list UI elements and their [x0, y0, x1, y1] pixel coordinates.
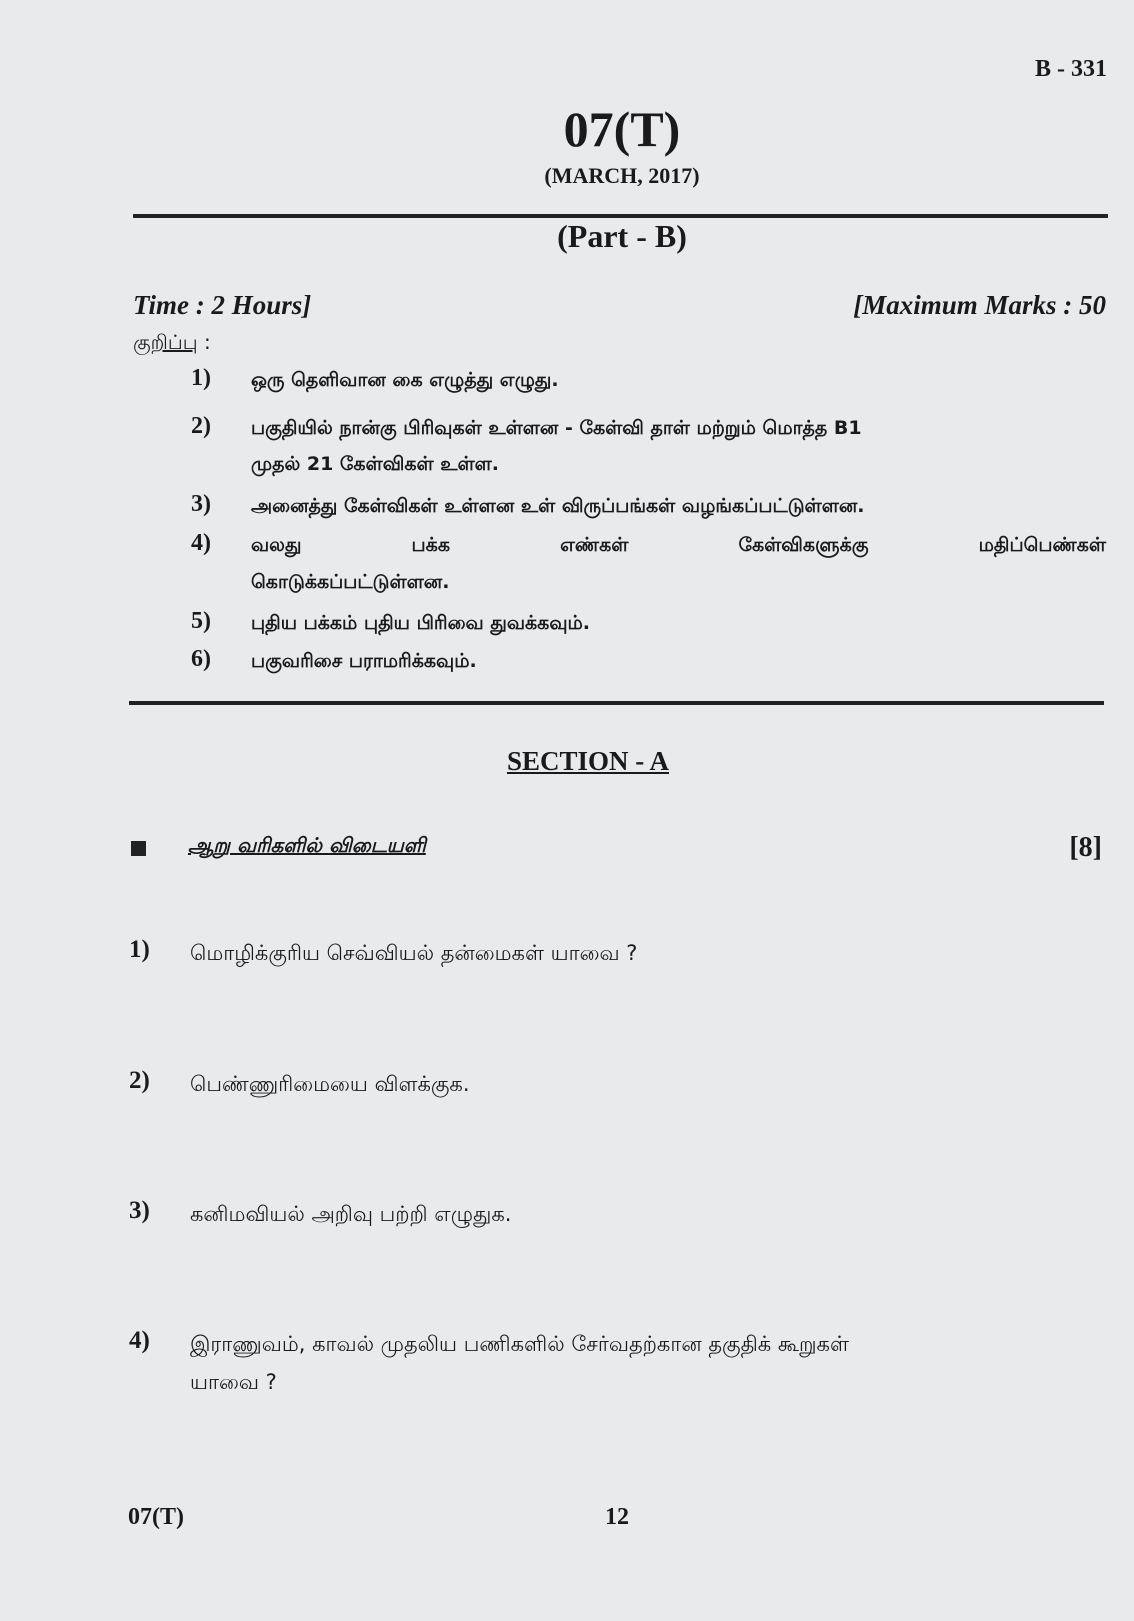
question-text-continued: யாவை ?: [190, 1370, 277, 1394]
part-title: (Part - B): [557, 218, 687, 254]
note-number: 1): [191, 365, 211, 391]
question-number: 4): [129, 1327, 150, 1354]
question-number: 1): [129, 936, 150, 963]
note-number: 5): [191, 608, 211, 634]
notes-heading: [133, 330, 211, 357]
question-text: பெண்ணுரிமையை விளக்குக.: [190, 1072, 470, 1096]
section-instruction: ஆறு வரிகளில் விடையளி: [188, 833, 426, 857]
footer-paper-code: 07(T): [128, 1504, 184, 1530]
note-number: 6): [191, 646, 211, 672]
question-number: 3): [129, 1197, 150, 1224]
time-allowed: Time : 2 Hours]: [133, 290, 312, 320]
note-text-continued: கொடுக்கப்பட்டுள்ளன.: [251, 571, 450, 593]
note-number: 4): [191, 530, 211, 556]
booklet-code: B - 331: [1035, 56, 1107, 82]
paper-code: 07(T): [563, 101, 681, 157]
maximum-marks: [Maximum Marks : 50: [853, 290, 1106, 320]
section-title: SECTION - A: [506, 746, 670, 776]
notes-divider: [129, 701, 1104, 705]
note-text: பகுவரிசை பராமரிக்கவும்.: [251, 650, 477, 672]
note-text: புதிய பக்கம் புதிய பிரிவை துவக்கவும்.: [251, 612, 591, 634]
note-text: பகுதியில் நான்கு பிரிவுகள் உள்ளன - கேள்வி தாள் மற்றும் மொத்த B1: [251, 417, 862, 439]
question-text: மொழிக்குரிய செவ்வியல் தன்மைகள் யாவை ?: [190, 941, 638, 965]
note-number: 2): [191, 413, 211, 439]
exam-date: (MARCH, 2017): [544, 163, 700, 188]
note-text: ஒரு தெளிவான கை எழுத்து எழுது.: [251, 369, 559, 391]
question-text: கனிமவியல் அறிவு பற்றி எழுதுக.: [190, 1202, 512, 1226]
note-number: 3): [191, 491, 211, 517]
square-bullet-icon: [131, 841, 146, 856]
notes-heading-colon: :: [197, 330, 211, 354]
note-text: அனைத்து கேள்விகள் உள்ளன உள் விருப்பங்கள் வழங்கப்பட்டுள்ளன.: [251, 495, 865, 517]
note-text-continued: முதல் 21 கேள்விகள் உள்ள.: [251, 453, 499, 475]
notes-heading-label: குறிப்பு: [133, 330, 198, 354]
question-text: இராணுவம், காவல் முதலிய பணிகளில் சேர்வதற்கான தகுதிக் கூறுகள்: [190, 1332, 849, 1356]
section-marks: [8]: [1069, 832, 1102, 863]
note-text: வலது பக்க எண்கள் கேள்விகளுக்கு மதிப்பெண்கள்: [251, 534, 1106, 556]
question-number: 2): [129, 1067, 150, 1094]
page-number: 12: [605, 1504, 629, 1530]
